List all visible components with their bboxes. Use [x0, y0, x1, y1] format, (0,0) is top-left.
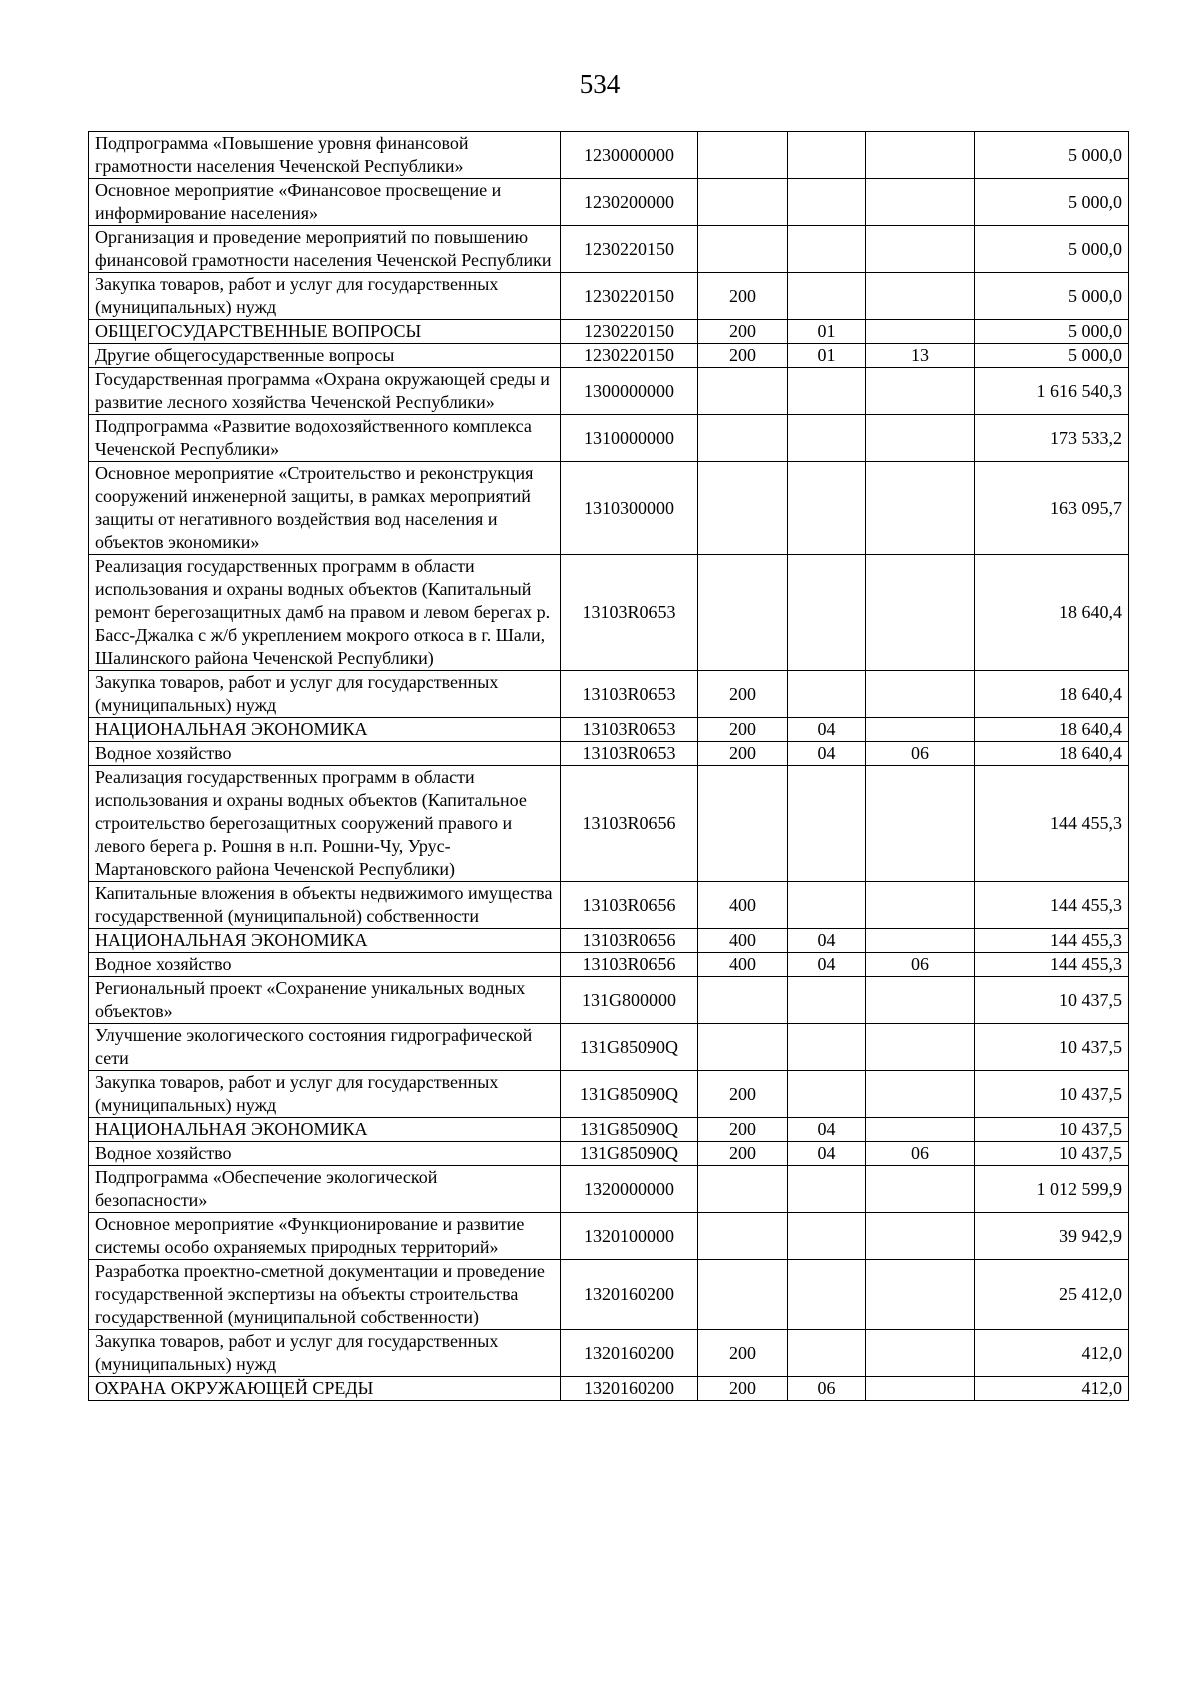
row-amount: 412,0	[975, 1377, 1129, 1401]
table-row	[89, 226, 1129, 273]
row-amount: 5 000,0	[975, 344, 1129, 368]
row-expense-type: 200	[698, 320, 788, 344]
row-amount: 5 000,0	[975, 179, 1129, 226]
row-amount: 144 455,3	[975, 882, 1129, 929]
row-expense-type	[698, 368, 788, 415]
table-row	[89, 1142, 1129, 1166]
row-amount: 5 000,0	[975, 320, 1129, 344]
row-amount: 18 640,4	[975, 671, 1129, 718]
table-row	[89, 766, 1129, 882]
row-name: Реализация государственных программ в области использования и охраны водных объектов (Капитальный ремонт берегозащитных дамб на правом и левом берегах р. Басс-Джалка с ж/б укреплением мокрого откоса в г. Шали, Шалинского района Чеченской Республики)	[89, 555, 561, 671]
row-section	[788, 977, 866, 1024]
row-code: 1320160200	[561, 1260, 698, 1330]
row-name: Подпрограмма «Повышение уровня финансовой грамотности населения Чеченской Республики»	[89, 132, 561, 179]
row-amount: 10 437,5	[975, 1071, 1129, 1118]
row-subsection	[866, 555, 975, 671]
row-name: Закупка товаров, работ и услуг для государственных (муниципальных) нужд	[89, 273, 561, 320]
row-section	[788, 1166, 866, 1213]
table-row	[89, 179, 1129, 226]
table-row	[89, 1166, 1129, 1213]
row-subsection	[866, 368, 975, 415]
row-code: 1230200000	[561, 179, 698, 226]
row-amount: 39 942,9	[975, 1213, 1129, 1260]
row-name: Организация и проведение мероприятий по повышению финансовой грамотности населения Чеченской Республики	[89, 226, 561, 273]
row-section: 04	[788, 1118, 866, 1142]
table-row	[89, 1024, 1129, 1071]
row-subsection	[866, 766, 975, 882]
row-expense-type	[698, 462, 788, 555]
row-section: 01	[788, 320, 866, 344]
row-section: 04	[788, 929, 866, 953]
row-code: 1230220150	[561, 226, 698, 273]
row-name: Основное мероприятие «Финансовое просвещение и информирование населения»	[89, 179, 561, 226]
row-subsection	[866, 1024, 975, 1071]
table-row	[89, 368, 1129, 415]
table-row	[89, 1071, 1129, 1118]
row-subsection	[866, 1377, 975, 1401]
row-subsection	[866, 1213, 975, 1260]
row-section	[788, 226, 866, 273]
row-name: Улучшение экологического состояния гидрографической сети	[89, 1024, 561, 1071]
row-name: Капитальные вложения в объекты недвижимого имущества государственной (муниципальной) собственности	[89, 882, 561, 929]
row-section	[788, 415, 866, 462]
row-subsection	[866, 415, 975, 462]
row-subsection	[866, 273, 975, 320]
row-code: 13103R0656	[561, 929, 698, 953]
row-name: Разработка проектно-сметной документации и проведение государственной экспертизы на объекты строительства государственной (муниципальной собственности)	[89, 1260, 561, 1330]
row-expense-type	[698, 1166, 788, 1213]
table-row	[89, 953, 1129, 977]
row-name: Реализация государственных программ в области использования и охраны водных объектов (Капитальное строительство берегозащитных сооружений правого и левого берега р. Рошня в н.п. Рошни-Чу, Урус-Мартановского района Чеченской Республики)	[89, 766, 561, 882]
table-row	[89, 415, 1129, 462]
row-code: 1310300000	[561, 462, 698, 555]
row-amount: 5 000,0	[975, 226, 1129, 273]
row-name: Основное мероприятие «Строительство и реконструкция сооружений инженерной защиты, в рамках мероприятий защиты от негативного воздействия вод населения и объектов экономики»	[89, 462, 561, 555]
row-subsection	[866, 320, 975, 344]
row-code: 1320000000	[561, 1166, 698, 1213]
row-expense-type: 400	[698, 882, 788, 929]
row-subsection	[866, 929, 975, 953]
row-amount: 5 000,0	[975, 132, 1129, 179]
row-code: 131G85090Q	[561, 1142, 698, 1166]
row-code: 1320100000	[561, 1213, 698, 1260]
table-row	[89, 273, 1129, 320]
row-name: Основное мероприятие «Функционирование и развитие системы особо охраняемых природных территорий»	[89, 1213, 561, 1260]
table-row	[89, 132, 1129, 179]
budget-table	[88, 131, 1129, 1401]
row-expense-type	[698, 1024, 788, 1071]
row-expense-type	[698, 179, 788, 226]
row-section	[788, 671, 866, 718]
row-amount: 10 437,5	[975, 1118, 1129, 1142]
row-expense-type: 200	[698, 1377, 788, 1401]
row-name: Водное хозяйство	[89, 742, 561, 766]
row-subsection	[866, 671, 975, 718]
row-section: 04	[788, 953, 866, 977]
row-expense-type: 200	[698, 671, 788, 718]
row-name: Региональный проект «Сохранение уникальных водных объектов»	[89, 977, 561, 1024]
table-row	[89, 462, 1129, 555]
row-expense-type: 400	[698, 929, 788, 953]
row-section	[788, 555, 866, 671]
row-section	[788, 132, 866, 179]
table-row	[89, 882, 1129, 929]
row-expense-type	[698, 555, 788, 671]
budget-table-body	[89, 132, 1129, 1401]
row-subsection: 06	[866, 1142, 975, 1166]
row-expense-type: 200	[698, 742, 788, 766]
row-code: 1320160200	[561, 1377, 698, 1401]
row-subsection	[866, 977, 975, 1024]
row-section: 04	[788, 1142, 866, 1166]
row-expense-type	[698, 977, 788, 1024]
row-expense-type: 200	[698, 1330, 788, 1377]
row-amount: 5 000,0	[975, 273, 1129, 320]
row-code: 13103R0656	[561, 766, 698, 882]
row-name: Государственная программа «Охрана окружающей среды и развитие лесного хозяйства Чеченской Республики»	[89, 368, 561, 415]
row-subsection	[866, 1118, 975, 1142]
row-section	[788, 179, 866, 226]
row-name: НАЦИОНАЛЬНАЯ ЭКОНОМИКА	[89, 929, 561, 953]
row-subsection	[866, 1260, 975, 1330]
row-expense-type: 200	[698, 344, 788, 368]
row-expense-type: 200	[698, 273, 788, 320]
table-row	[89, 929, 1129, 953]
table-row	[89, 718, 1129, 742]
row-section	[788, 1260, 866, 1330]
row-code: 13103R0653	[561, 718, 698, 742]
row-section	[788, 1213, 866, 1260]
row-section: 06	[788, 1377, 866, 1401]
row-code: 13103R0653	[561, 742, 698, 766]
row-amount: 18 640,4	[975, 718, 1129, 742]
row-name: ОБЩЕГОСУДАРСТВЕННЫЕ ВОПРОСЫ	[89, 320, 561, 344]
row-code: 1230220150	[561, 273, 698, 320]
row-amount: 144 455,3	[975, 953, 1129, 977]
row-code: 1230000000	[561, 132, 698, 179]
table-row	[89, 671, 1129, 718]
row-name: Другие общегосударственные вопросы	[89, 344, 561, 368]
table-row	[89, 742, 1129, 766]
row-amount: 1 012 599,9	[975, 1166, 1129, 1213]
row-subsection	[866, 1166, 975, 1213]
row-name: Водное хозяйство	[89, 953, 561, 977]
row-expense-type: 200	[698, 1142, 788, 1166]
row-subsection: 06	[866, 953, 975, 977]
row-code: 1230220150	[561, 320, 698, 344]
row-name: Закупка товаров, работ и услуг для государственных (муниципальных) нужд	[89, 1330, 561, 1377]
table-row	[89, 1260, 1129, 1330]
row-expense-type: 200	[698, 1071, 788, 1118]
row-code: 131G800000	[561, 977, 698, 1024]
row-expense-type: 400	[698, 953, 788, 977]
row-code: 13103R0656	[561, 953, 698, 977]
row-subsection	[866, 718, 975, 742]
row-code: 1300000000	[561, 368, 698, 415]
row-section	[788, 1071, 866, 1118]
row-code: 131G85090Q	[561, 1071, 698, 1118]
table-row	[89, 320, 1129, 344]
table-row	[89, 1377, 1129, 1401]
row-name: Водное хозяйство	[89, 1142, 561, 1166]
row-amount: 412,0	[975, 1330, 1129, 1377]
row-amount: 18 640,4	[975, 742, 1129, 766]
row-subsection	[866, 132, 975, 179]
row-subsection	[866, 1330, 975, 1377]
row-amount: 144 455,3	[975, 929, 1129, 953]
row-subsection: 06	[866, 742, 975, 766]
row-name: НАЦИОНАЛЬНАЯ ЭКОНОМИКА	[89, 1118, 561, 1142]
row-expense-type	[698, 415, 788, 462]
row-code: 13103R0656	[561, 882, 698, 929]
row-expense-type: 200	[698, 718, 788, 742]
row-expense-type	[698, 766, 788, 882]
row-section	[788, 1330, 866, 1377]
row-amount: 1 616 540,3	[975, 368, 1129, 415]
row-code: 1230220150	[561, 344, 698, 368]
row-amount: 10 437,5	[975, 1024, 1129, 1071]
row-code: 13103R0653	[561, 671, 698, 718]
row-amount: 10 437,5	[975, 1142, 1129, 1166]
row-section	[788, 1024, 866, 1071]
row-subsection	[866, 882, 975, 929]
row-section: 01	[788, 344, 866, 368]
row-name: Подпрограмма «Развитие водохозяйственного комплекса Чеченской Республики»	[89, 415, 561, 462]
row-section	[788, 273, 866, 320]
row-section	[788, 462, 866, 555]
page-number: 534	[579, 69, 621, 99]
row-expense-type	[698, 1260, 788, 1330]
row-expense-type: 200	[698, 1118, 788, 1142]
table-row	[89, 555, 1129, 671]
row-subsection: 13	[866, 344, 975, 368]
row-amount: 173 533,2	[975, 415, 1129, 462]
row-subsection	[866, 226, 975, 273]
row-code: 1320160200	[561, 1330, 698, 1377]
row-code: 13103R0653	[561, 555, 698, 671]
row-subsection	[866, 179, 975, 226]
row-expense-type	[698, 226, 788, 273]
table-row	[89, 1330, 1129, 1377]
row-name: Подпрограмма «Обеспечение экологической безопасности»	[89, 1166, 561, 1213]
row-section	[788, 882, 866, 929]
row-amount: 163 095,7	[975, 462, 1129, 555]
table-row	[89, 1213, 1129, 1260]
row-name: Закупка товаров, работ и услуг для государственных (муниципальных) нужд	[89, 671, 561, 718]
table-row	[89, 344, 1129, 368]
row-expense-type	[698, 132, 788, 179]
row-code: 1310000000	[561, 415, 698, 462]
row-amount: 144 455,3	[975, 766, 1129, 882]
row-amount: 25 412,0	[975, 1260, 1129, 1330]
row-name: НАЦИОНАЛЬНАЯ ЭКОНОМИКА	[89, 718, 561, 742]
table-row	[89, 977, 1129, 1024]
row-subsection	[866, 1071, 975, 1118]
row-amount: 10 437,5	[975, 977, 1129, 1024]
row-section	[788, 368, 866, 415]
row-section: 04	[788, 742, 866, 766]
row-name: ОХРАНА ОКРУЖАЮЩЕЙ СРЕДЫ	[89, 1377, 561, 1401]
row-section: 04	[788, 718, 866, 742]
row-code: 131G85090Q	[561, 1024, 698, 1071]
row-code: 131G85090Q	[561, 1118, 698, 1142]
table-row	[89, 1118, 1129, 1142]
row-expense-type	[698, 1213, 788, 1260]
row-section	[788, 766, 866, 882]
row-amount: 18 640,4	[975, 555, 1129, 671]
row-subsection	[866, 462, 975, 555]
row-name: Закупка товаров, работ и услуг для государственных (муниципальных) нужд	[89, 1071, 561, 1118]
